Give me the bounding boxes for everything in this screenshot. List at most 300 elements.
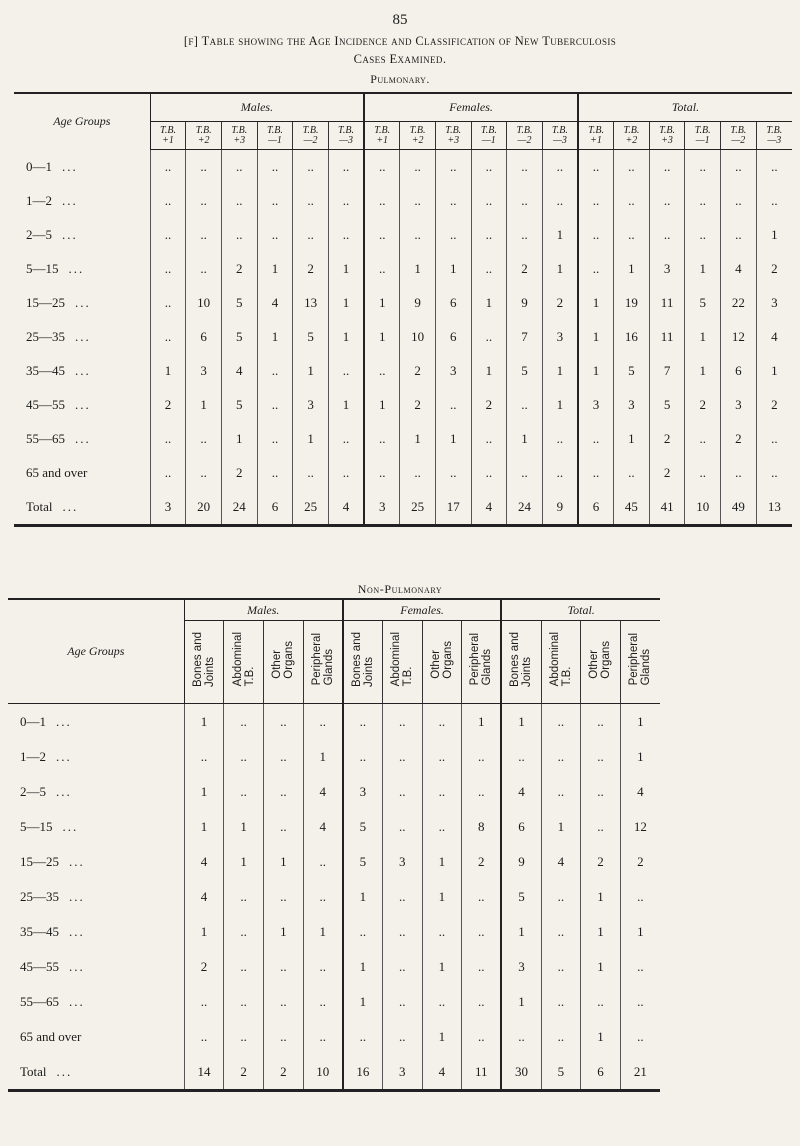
table-cell: ..	[541, 879, 581, 914]
table-cell: 3	[756, 286, 792, 320]
table-cell: ..	[221, 184, 257, 218]
table-cell: 1	[581, 879, 621, 914]
age-group: 45—55	[26, 397, 65, 412]
age-group: 5—15	[26, 261, 59, 276]
table-cell: 2	[471, 388, 507, 422]
table-cell: ..	[581, 809, 621, 844]
column-header-bottom: —3	[767, 134, 782, 146]
table-row	[8, 1019, 660, 1054]
females-group-header: Females.	[364, 93, 578, 122]
table-cell: ..	[581, 984, 621, 1019]
table-row	[14, 422, 792, 456]
table-cell: ..	[382, 809, 422, 844]
table-cell: 4	[422, 1054, 462, 1091]
table-cell: ..	[264, 879, 304, 914]
table-row	[14, 456, 792, 490]
table-cell: 5	[293, 320, 329, 354]
table-cell: ..	[264, 1019, 304, 1054]
table-cell: ..	[422, 739, 462, 774]
table-cell: ..	[507, 456, 543, 490]
column-header-top: T.B.	[551, 124, 568, 136]
table-cell: ..	[224, 739, 264, 774]
table-cell: 2	[264, 1054, 304, 1091]
table-cell: 1	[471, 354, 507, 388]
table-row	[8, 809, 660, 844]
table-cell: ..	[150, 150, 186, 185]
table-cell: 4	[303, 809, 343, 844]
table-cell: ..	[328, 422, 364, 456]
table-cell: 8	[462, 809, 502, 844]
table-cell: 6	[581, 1054, 621, 1091]
table-cell: 1	[614, 422, 650, 456]
table-cell: 5	[501, 879, 541, 914]
column-header	[184, 621, 224, 704]
table-cell: ..	[382, 949, 422, 984]
row-label	[14, 150, 150, 185]
column-header	[614, 122, 650, 150]
table-cell: 1	[471, 286, 507, 320]
table-cell: 4	[303, 774, 343, 809]
table-cell: 1	[501, 984, 541, 1019]
column-header	[224, 621, 264, 704]
column-header	[364, 122, 400, 150]
table-cell: 4	[541, 844, 581, 879]
table-cell: 25	[400, 490, 436, 526]
table-cell: ..	[541, 704, 581, 740]
table-cell: ..	[578, 184, 614, 218]
table-cell: ..	[471, 456, 507, 490]
table-cell: 25	[293, 490, 329, 526]
table-cell: 3	[343, 774, 383, 809]
heading-pulmonary: Pulmonary.	[370, 72, 430, 86]
column-header	[422, 621, 462, 704]
table-cell: ..	[578, 150, 614, 185]
column-header	[541, 621, 581, 704]
column-header-top: T.B.	[160, 124, 176, 136]
row-label	[8, 879, 184, 914]
table-cell: 1	[620, 704, 660, 740]
table-cell: 1	[328, 320, 364, 354]
total-group-header: Total.	[501, 599, 660, 621]
table-cell: 1	[150, 354, 186, 388]
table-cell: ..	[382, 984, 422, 1019]
leader-dots: ...	[75, 397, 91, 412]
table-cell: ..	[462, 914, 502, 949]
table-cell: 1	[422, 1019, 462, 1054]
table-cell: 4	[721, 252, 757, 286]
table-cell: 10	[303, 1054, 343, 1091]
column-header-bottom: —2	[517, 134, 532, 146]
table-cell: 3	[150, 490, 186, 526]
column-header-top: T.B.	[516, 124, 533, 136]
table-cell: ..	[649, 218, 685, 252]
table-cell: ..	[343, 914, 383, 949]
table-cell: ..	[649, 150, 685, 185]
table-cell: 3	[382, 1054, 422, 1091]
table-cell: ..	[257, 388, 293, 422]
leader-dots: ...	[68, 261, 85, 276]
table-cell: 6	[721, 354, 757, 388]
table-cell: 16	[343, 1054, 383, 1091]
table-cell: 1	[578, 320, 614, 354]
column-header-bottom: —1	[481, 134, 496, 146]
table-cell: ..	[422, 809, 462, 844]
table-cell: ..	[435, 456, 471, 490]
age-group: 15—25	[26, 295, 65, 310]
table-cell: 4	[501, 774, 541, 809]
table-cell: ..	[721, 218, 757, 252]
table-cell: ..	[541, 984, 581, 1019]
table-cell: 1	[620, 914, 660, 949]
table-cell: ..	[620, 879, 660, 914]
table-cell: 1	[685, 354, 721, 388]
table-cell: 5	[614, 354, 650, 388]
table-cell: ..	[578, 218, 614, 252]
table-cell: ..	[293, 218, 329, 252]
table-cell: 1	[343, 879, 383, 914]
table-cell: 1	[542, 252, 578, 286]
column-header	[620, 621, 660, 704]
table-cell: 1	[224, 809, 264, 844]
table-cell: ..	[343, 704, 383, 740]
table-cell: 1	[756, 218, 792, 252]
table-cell: ..	[186, 218, 222, 252]
column-header-bottom: +3	[661, 134, 673, 146]
column-header	[293, 122, 329, 150]
column-header-text: Other Organs	[588, 640, 613, 679]
table-cell: 3	[721, 388, 757, 422]
column-header	[264, 621, 304, 704]
age-groups-header: Age Groups	[8, 599, 184, 704]
column-header-text: Bones and Joints	[509, 632, 534, 687]
column-header-bottom: +1	[376, 134, 389, 146]
table-cell: 1	[343, 984, 383, 1019]
table-cell: ..	[541, 1019, 581, 1054]
table-cell: 1	[581, 914, 621, 949]
table-cell: 2	[400, 354, 436, 388]
table-cell: 1	[542, 354, 578, 388]
table-cell: ..	[614, 150, 650, 185]
table-cell: ..	[422, 914, 462, 949]
table-cell: 2	[542, 286, 578, 320]
table-cell: ..	[257, 354, 293, 388]
table-cell: ..	[620, 1019, 660, 1054]
table-cell: ..	[328, 456, 364, 490]
table-cell: ..	[471, 218, 507, 252]
table-row	[14, 354, 792, 388]
table-cell: ..	[756, 456, 792, 490]
row-label	[8, 704, 184, 740]
table-row	[8, 844, 660, 879]
table-cell: ..	[685, 422, 721, 456]
row-label	[8, 809, 184, 844]
table-cell: 10	[685, 490, 721, 526]
table-cell: ..	[303, 844, 343, 879]
table-cell: ..	[184, 984, 224, 1019]
table-cell: ..	[150, 422, 186, 456]
column-header	[343, 621, 383, 704]
column-header-top: T.B.	[694, 124, 711, 136]
table-cell: 11	[462, 1054, 502, 1091]
table-cell: ..	[364, 184, 400, 218]
table-cell: ..	[257, 150, 293, 185]
table-cell: ..	[224, 1019, 264, 1054]
table-cell: 20	[186, 490, 222, 526]
table-cell: 22	[721, 286, 757, 320]
table-cell: ..	[293, 150, 329, 185]
table-cell: 1	[422, 949, 462, 984]
table-cell: 5	[541, 1054, 581, 1091]
table-cell: ..	[257, 422, 293, 456]
row-label	[14, 422, 150, 456]
table-cell: ..	[501, 739, 541, 774]
column-header-bottom: +1	[162, 134, 174, 146]
table-cell: ..	[257, 218, 293, 252]
table-cell: 1	[303, 739, 343, 774]
row-label	[8, 984, 184, 1019]
column-header	[221, 122, 257, 150]
table-cell: ..	[501, 1019, 541, 1054]
females-group-header: Females.	[343, 599, 502, 621]
table-cell: ..	[150, 456, 186, 490]
table-cell: ..	[507, 184, 543, 218]
table-cell: 2	[649, 422, 685, 456]
table-cell: ..	[614, 218, 650, 252]
age-group: 15—25	[20, 853, 59, 869]
table-cell: ..	[462, 984, 502, 1019]
table-cell: 17	[435, 490, 471, 526]
table-cell: 1	[400, 422, 436, 456]
table-row	[14, 218, 792, 252]
table-row	[14, 388, 792, 422]
table-cell: ..	[343, 739, 383, 774]
table-cell: 3	[578, 388, 614, 422]
row-label	[14, 354, 150, 388]
table-cell: 1	[462, 704, 502, 740]
table-cell: 1	[685, 252, 721, 286]
age-group: 65 and over	[26, 465, 88, 480]
table-cell: ..	[721, 184, 757, 218]
age-group: 0—1	[20, 713, 46, 729]
age-group: 2—5	[20, 783, 46, 799]
table-cell: ..	[224, 984, 264, 1019]
age-group: 25—35	[20, 888, 59, 904]
column-header-top: T.B.	[766, 124, 783, 136]
table-cell: ..	[685, 456, 721, 490]
table-cell: 24	[221, 490, 257, 526]
table-cell: ..	[224, 949, 264, 984]
table-cell: ..	[364, 422, 400, 456]
table-cell: ..	[364, 456, 400, 490]
table-cell: 4	[184, 844, 224, 879]
table-cell: ..	[462, 774, 502, 809]
table-cell: 1	[422, 844, 462, 879]
table-cell: 24	[507, 490, 543, 526]
table-cell: 7	[649, 354, 685, 388]
column-header-top: T.B.	[338, 124, 354, 136]
table-cell: 1	[542, 218, 578, 252]
males-group-header: Males.	[184, 599, 343, 621]
non-pulmonary-table	[8, 598, 660, 1092]
table-cell: 5	[343, 844, 383, 879]
column-header	[649, 122, 685, 150]
table-cell: ..	[186, 150, 222, 185]
table-cell: 2	[721, 422, 757, 456]
table-cell: ..	[435, 184, 471, 218]
age-group: 1—2	[20, 748, 46, 764]
age-group: 0—1	[26, 158, 52, 174]
table-cell: ..	[614, 184, 650, 218]
table-cell: ..	[257, 456, 293, 490]
table-cell: 3	[542, 320, 578, 354]
age-group: 45—55	[20, 958, 59, 974]
table-cell: ..	[150, 252, 186, 286]
column-header-bottom: —3	[552, 134, 567, 146]
table-cell: 5	[221, 388, 257, 422]
table-cell: 11	[649, 320, 685, 354]
table-cell: 1	[293, 422, 329, 456]
table-cell: 1	[293, 354, 329, 388]
table-cell: ..	[303, 704, 343, 740]
table-cell: 6	[435, 320, 471, 354]
leader-dots: ...	[75, 329, 91, 344]
page-heading	[0, 32, 800, 88]
table-cell: ..	[435, 150, 471, 185]
table-cell: 4	[184, 879, 224, 914]
table-cell: 6	[501, 809, 541, 844]
table-cell: 2	[649, 456, 685, 490]
age-group: 35—45	[20, 923, 59, 939]
heading-line-2: Cases Examined.	[353, 52, 447, 66]
table-cell: ..	[224, 774, 264, 809]
table-cell: ..	[435, 218, 471, 252]
table-cell: 1	[756, 354, 792, 388]
table-cell: 9	[507, 286, 543, 320]
table-cell: 2	[150, 388, 186, 422]
age-group: 35—45	[26, 363, 65, 378]
table-cell: 4	[620, 774, 660, 809]
table-cell: ..	[293, 456, 329, 490]
page-number: 85	[392, 12, 408, 28]
table-cell: ..	[471, 422, 507, 456]
row-label	[8, 739, 184, 774]
table-cell: ..	[462, 1019, 502, 1054]
column-header	[303, 621, 343, 704]
table-cell: 1	[578, 354, 614, 388]
table-cell: ..	[756, 422, 792, 456]
table-cell: 2	[756, 388, 792, 422]
table-cell: 10	[186, 286, 222, 320]
table-cell: 6	[257, 490, 293, 526]
column-header	[435, 122, 471, 150]
table-cell: 14	[184, 1054, 224, 1091]
table-cell: ..	[264, 704, 304, 740]
column-header	[501, 621, 541, 704]
table-cell: ..	[264, 809, 304, 844]
age-group: 55—65	[20, 993, 59, 1009]
table-cell: 5	[685, 286, 721, 320]
table-cell: 1	[184, 774, 224, 809]
age-group: 5—15	[20, 818, 53, 834]
table-cell: ..	[471, 150, 507, 185]
table-cell: ..	[186, 422, 222, 456]
table-cell: 1	[328, 252, 364, 286]
table-cell: ..	[382, 774, 422, 809]
table-cell: ..	[462, 739, 502, 774]
table-cell: 1	[257, 320, 293, 354]
table-cell: 1	[364, 388, 400, 422]
table-cell: 4	[756, 320, 792, 354]
column-header-top: T.B.	[302, 124, 319, 136]
table-cell: 21	[620, 1054, 660, 1091]
row-label	[8, 949, 184, 984]
column-header-text: Peripheral Glands	[628, 633, 653, 686]
leader-dots: ...	[69, 993, 85, 1009]
table-cell: ..	[542, 422, 578, 456]
table-cell: ..	[400, 150, 436, 185]
table-cell: ..	[364, 150, 400, 185]
table-cell: 4	[328, 490, 364, 526]
table-cell: ..	[382, 739, 422, 774]
table-cell: 3	[501, 949, 541, 984]
table-row	[14, 490, 792, 526]
table-cell: ..	[150, 286, 186, 320]
table-cell: ..	[721, 456, 757, 490]
table-cell: ..	[186, 456, 222, 490]
table-cell: ..	[541, 914, 581, 949]
row-label	[14, 184, 150, 218]
table-cell: ..	[400, 456, 436, 490]
table-row	[8, 739, 660, 774]
table-cell: 2	[581, 844, 621, 879]
table-cell: ..	[303, 949, 343, 984]
table-cell: ..	[328, 150, 364, 185]
table-cell: ..	[328, 218, 364, 252]
table-cell: 16	[614, 320, 650, 354]
table-cell: ..	[422, 984, 462, 1019]
table-cell: ..	[264, 984, 304, 1019]
table-row	[8, 704, 660, 740]
column-header	[462, 621, 502, 704]
column-header-bottom: +2	[197, 134, 210, 146]
column-header-top: T.B.	[588, 124, 604, 136]
column-header	[328, 122, 364, 150]
column-header-bottom: —2	[303, 134, 318, 146]
table-cell: ..	[471, 184, 507, 218]
table-cell: 1	[581, 949, 621, 984]
column-header-text: Other Organs	[429, 640, 454, 679]
table-cell: ..	[542, 456, 578, 490]
column-header-text: Abdominal T.B.	[548, 632, 573, 687]
table-cell: ..	[303, 984, 343, 1019]
column-header	[685, 122, 721, 150]
table-cell: 1	[400, 252, 436, 286]
table-cell: 4	[257, 286, 293, 320]
table-cell: 1	[364, 320, 400, 354]
column-header	[581, 621, 621, 704]
table-cell: ..	[756, 184, 792, 218]
table-cell: ..	[542, 150, 578, 185]
column-header-bottom: —3	[339, 134, 353, 146]
table-cell: 12	[721, 320, 757, 354]
table-row	[14, 320, 792, 354]
column-header	[756, 122, 792, 150]
table-cell: 1	[620, 739, 660, 774]
age-group: 25—35	[26, 329, 65, 344]
table-cell: 5	[649, 388, 685, 422]
table-cell: ..	[382, 1019, 422, 1054]
column-header-text: Peripheral Glands	[310, 633, 335, 686]
